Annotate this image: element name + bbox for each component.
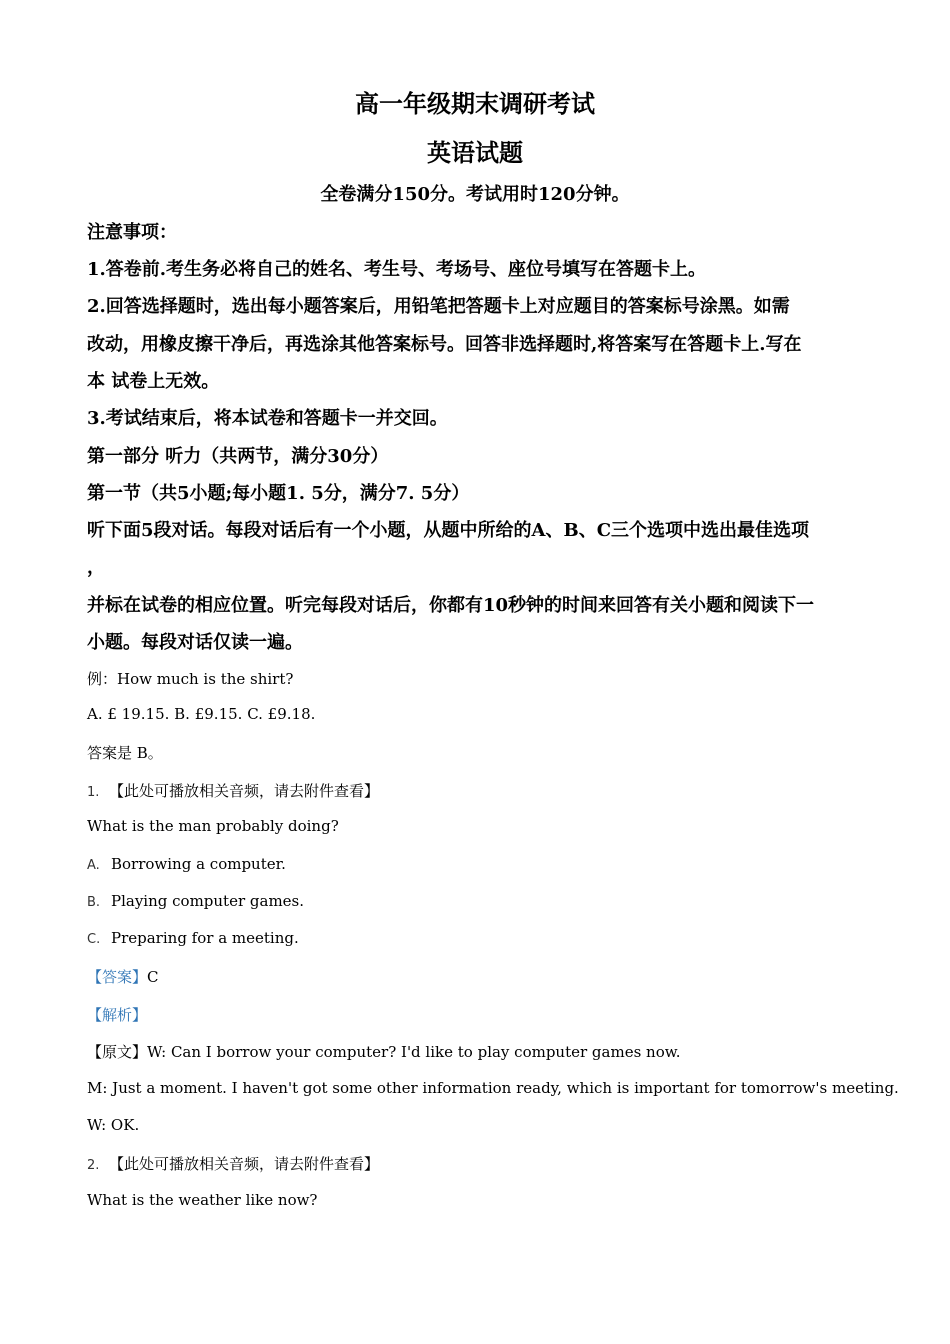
example-options: A. £ 19.15. B. £9.15. C. £9.18.: [87, 705, 316, 723]
q1-answer-value: C: [147, 968, 159, 986]
q2-number: 2.: [87, 1158, 100, 1173]
notice-item-2-line-3: 本 试卷上无效。: [87, 371, 220, 392]
q1-option-c-letter: C.: [87, 932, 101, 947]
q1-transcript-label: 【原文】: [87, 1043, 148, 1061]
q1-option-b: [87, 892, 304, 910]
exam-title: 高一年级期末调研考试: [355, 89, 595, 118]
q1-analysis-label: 【解析】: [87, 1006, 148, 1024]
q1-answer-label: 【答案】: [87, 968, 148, 986]
q1-question: What is the man probably doing?: [87, 817, 339, 835]
score-info: 全卷满分150分。考试用时120分钟。: [320, 184, 630, 205]
q1-number: 1.: [87, 785, 100, 800]
q2-question: What is the weather like now?: [87, 1191, 318, 1209]
instruction-line-1: 听下面5段对话。每段对话后有一个小题，从题中所给的A、B、C三个选项中选出最佳选项: [87, 520, 810, 541]
q1-option-b-text: Playing computer games.: [111, 892, 305, 910]
q1-transcript-w1-text: W: Can I borrow your computer? I'd like to play computer games now.: [147, 1043, 681, 1061]
notice-item-1: 1.答卷前.考生务必将自己的姓名、考生号、考场号、座位号填写在答题卡上。: [87, 259, 707, 280]
q1-answer: [87, 966, 159, 987]
q1-option-c: [87, 929, 299, 947]
q1-option-a: [87, 855, 286, 873]
section1-heading: 第一节（共5小题;每小题1. 5分，满分7. 5分）: [87, 483, 470, 504]
q1-option-a-letter: A.: [87, 858, 100, 873]
q1-option-c-text: Preparing for a meeting.: [111, 929, 299, 947]
q1-audio-line: [87, 780, 379, 801]
q2-audio-link[interactable]: 【此处可播放相关音频，请去附件查看】: [109, 1155, 380, 1173]
example-answer: 答案是 B。: [87, 744, 163, 762]
notice-item-2-line-2: 改动，用橡皮擦干净后，再选涂其他答案标号。回答非选择题时,将答案写在答题卡上.写在: [87, 334, 802, 355]
instruction-line-3: 并标在试卷的相应位置。听完每段对话后，你都有10秒钟的时间来回答有关小题和阅读下一: [87, 595, 815, 616]
q1-option-b-letter: B.: [87, 895, 101, 910]
q1-transcript-w2: W: OK.: [87, 1116, 140, 1134]
instruction-line-2: ，: [87, 557, 105, 578]
notice-item-3: 3.考试结束后，将本试卷和答题卡一并交回。: [87, 408, 448, 429]
q1-transcript-w1: [87, 1041, 681, 1062]
example-question: 例：How much is the shirt?: [87, 670, 294, 688]
q1-transcript-m1: M: Just a moment. I haven't got some other information ready, which is important for tomorrow's meeting.: [87, 1079, 899, 1097]
instruction-line-4: 小题。每段对话仅读一遍。: [87, 632, 303, 653]
q1-option-a-text: Borrowing a computer.: [111, 855, 286, 873]
q2-audio-line: [87, 1153, 379, 1174]
part1-heading: 第一部分 听力（共两节，满分30分）: [87, 446, 389, 467]
notice-item-2-line-1: 2.回答选择题时，选出每小题答案后，用铅笔把答题卡上对应题目的答案标号涂黑。如需: [87, 296, 790, 317]
subject-title: 英语试题: [427, 138, 523, 167]
notice-heading: 注意事项：: [87, 222, 177, 243]
q1-audio-link[interactable]: 【此处可播放相关音频，请去附件查看】: [109, 782, 380, 800]
